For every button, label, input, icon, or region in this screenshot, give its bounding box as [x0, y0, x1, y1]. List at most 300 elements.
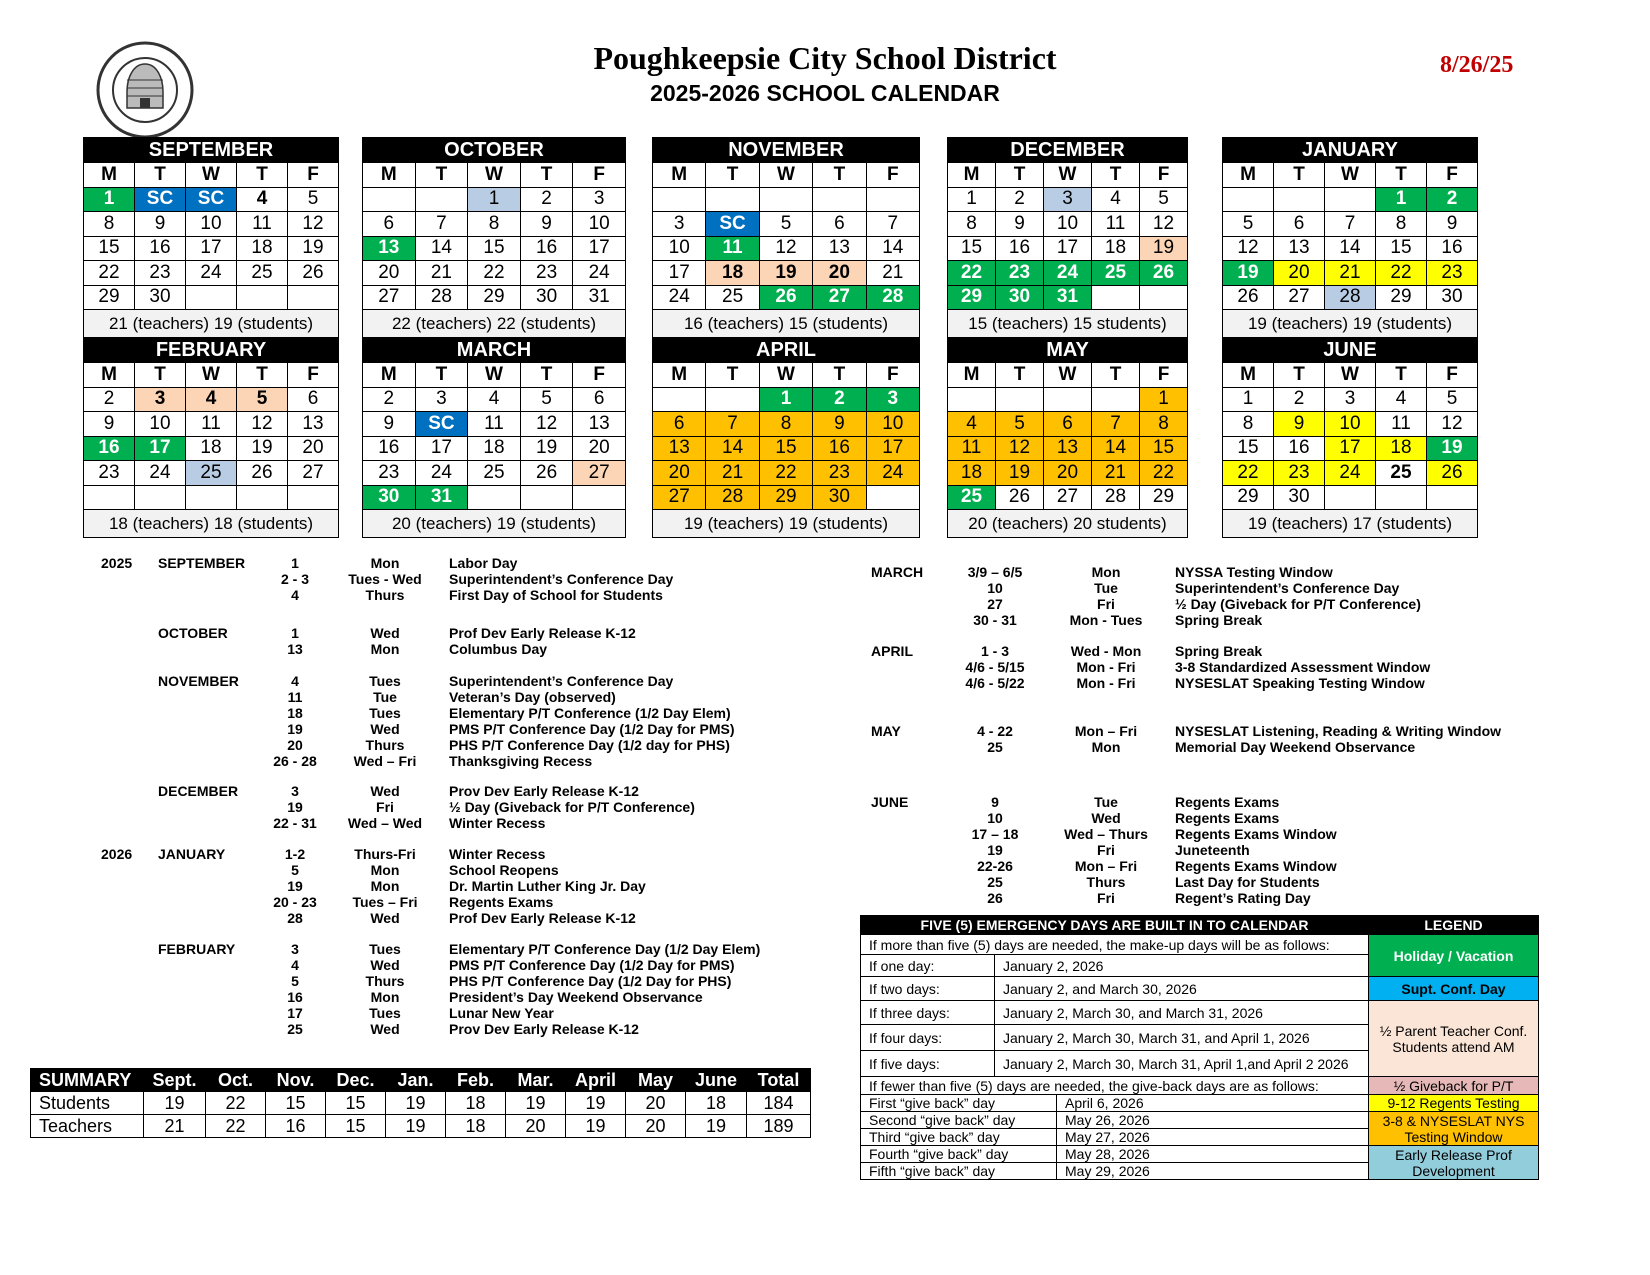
day-cell: 9	[996, 212, 1044, 237]
month-name: OCTOBER	[363, 138, 626, 163]
event-month: JANUARY	[158, 846, 226, 862]
makeup-label: If one day:	[861, 955, 995, 977]
day-cell: SC	[186, 187, 237, 212]
day-cell: 10	[1044, 212, 1092, 237]
day-cell: 17	[415, 436, 468, 461]
weekday-label: F	[288, 363, 339, 388]
event-desc: Juneteenth	[1175, 842, 1250, 858]
weekday-label: M	[1223, 363, 1274, 388]
day-cell: 7	[1092, 412, 1140, 437]
day-cell: 19	[520, 436, 573, 461]
summary-cell: 18	[446, 1092, 506, 1115]
day-cell: 23	[135, 261, 186, 286]
day-cell: 29	[468, 285, 521, 310]
day-cell: 8	[1223, 412, 1274, 437]
day-cell: 30	[135, 285, 186, 310]
giveback-value: April 6, 2026	[1057, 1095, 1369, 1112]
day-cell: 3	[1044, 187, 1092, 212]
month-day-count: 15 (teachers) 15 students)	[948, 310, 1188, 338]
day-cell: 20	[653, 461, 706, 486]
day-cell: 27	[813, 285, 866, 310]
day-cell: 3	[573, 187, 626, 212]
summary-table	[30, 1068, 811, 1138]
weekday-label: M	[84, 363, 135, 388]
day-cell: 13	[1044, 436, 1092, 461]
day-cell: 1	[1376, 187, 1427, 212]
day-cell: 25	[186, 461, 237, 486]
day-cell: 25	[948, 485, 996, 510]
event-month: APRIL	[871, 643, 913, 659]
legend-title: LEGEND	[1369, 916, 1539, 935]
day-cell: 27	[363, 285, 416, 310]
summary-header-cell: Dec.	[326, 1069, 386, 1092]
day-cell: 16	[813, 436, 866, 461]
day-cell: 5	[1140, 187, 1188, 212]
legend-early-release: Early Release Prof Development	[1369, 1146, 1539, 1180]
day-cell: 4	[948, 412, 996, 437]
day-cell: 15	[1140, 436, 1188, 461]
event-day: Thurs	[1086, 874, 1126, 890]
summary-cell: 15	[266, 1092, 326, 1115]
event-desc: Prov Dev Early Release K-12	[449, 783, 639, 799]
event-day: Wed – Wed	[347, 815, 423, 831]
day-cell	[706, 187, 759, 212]
event-date: 25	[987, 874, 1003, 890]
day-cell: 18	[186, 436, 237, 461]
weekday-label: F	[1427, 163, 1478, 188]
day-cell	[186, 485, 237, 510]
day-cell: SC	[415, 412, 468, 437]
day-cell: 13	[653, 436, 706, 461]
day-cell: 24	[573, 261, 626, 286]
day-cell: 6	[1044, 412, 1092, 437]
day-cell: 21	[1325, 261, 1376, 286]
giveback-value: May 29, 2026	[1057, 1163, 1369, 1180]
day-cell: 23	[813, 461, 866, 486]
day-cell: 10	[186, 212, 237, 237]
day-cell: 6	[813, 212, 866, 237]
summary-header-cell: Nov.	[266, 1069, 326, 1092]
month-name: FEBRUARY	[84, 338, 339, 363]
day-cell: 26	[1140, 261, 1188, 286]
day-cell: 8	[468, 212, 521, 237]
event-day: Thurs	[365, 587, 405, 603]
legend-testing: 3-8 & NYSESLAT NYS Testing Window	[1369, 1112, 1539, 1146]
event-date: 10	[987, 580, 1003, 596]
day-cell: 4	[468, 387, 521, 412]
event-month: SEPTEMBER	[158, 555, 246, 571]
weekday-label: T	[135, 163, 186, 188]
summary-header-cell: Feb.	[446, 1069, 506, 1092]
weekday-label: T	[520, 163, 573, 188]
event-day: Mon	[370, 878, 400, 894]
day-cell: 26	[759, 285, 812, 310]
weekday-label: T	[996, 163, 1044, 188]
summary-cell: 15	[326, 1115, 386, 1138]
summary-header-cell: June	[686, 1069, 747, 1092]
event-day: Fri	[1097, 842, 1115, 858]
event-desc: Prof Dev Early Release K-12	[449, 910, 636, 926]
month-day-count: 19 (teachers) 19 (students)	[1223, 310, 1478, 338]
day-cell: 14	[1092, 436, 1140, 461]
day-cell: 10	[653, 236, 706, 261]
legend-supt: Supt. Conf. Day	[1369, 977, 1539, 1001]
day-cell: 30	[813, 485, 866, 510]
event-date: 26	[987, 890, 1003, 906]
month-day-count: 19 (teachers) 19 (students)	[653, 510, 920, 538]
event-day: Wed - Mon	[1070, 643, 1142, 659]
weekday-label: M	[363, 363, 416, 388]
month-february	[83, 337, 339, 538]
day-cell: 5	[237, 387, 288, 412]
event-date: 4 - 22	[977, 723, 1013, 739]
weekday-label: W	[1044, 163, 1092, 188]
month-day-count: 19 (teachers) 17 (students)	[1223, 510, 1478, 538]
month-day-count: 18 (teachers) 18 (students)	[84, 510, 339, 538]
event-day: Fri	[1097, 890, 1115, 906]
day-cell: 21	[1092, 461, 1140, 486]
day-cell: 29	[1223, 485, 1274, 510]
event-day: Mon - Fri	[1076, 675, 1136, 691]
event-date: 25	[987, 739, 1003, 755]
summary-header-cell: Total	[747, 1069, 811, 1092]
month-day-count: 16 (teachers) 15 (students)	[653, 310, 920, 338]
day-cell: 29	[948, 285, 996, 310]
day-cell: 16	[1274, 436, 1325, 461]
event-year: 2025	[101, 555, 133, 571]
day-cell	[288, 485, 339, 510]
event-day: Thurs-Fri	[354, 846, 416, 862]
day-cell: 30	[1274, 485, 1325, 510]
day-cell	[1325, 187, 1376, 212]
event-day: Tues	[369, 705, 401, 721]
day-cell: 26	[996, 485, 1044, 510]
event-date: 20	[287, 737, 303, 753]
day-cell: 23	[84, 461, 135, 486]
summary-cell: 22	[206, 1092, 266, 1115]
weekday-label: M	[84, 163, 135, 188]
event-date: 19	[987, 842, 1003, 858]
summary-cell: 19	[566, 1092, 626, 1115]
day-cell	[1274, 187, 1325, 212]
day-cell: 10	[1325, 412, 1376, 437]
giveback-value: May 26, 2026	[1057, 1112, 1369, 1129]
day-cell: 22	[1223, 461, 1274, 486]
day-cell: 26	[288, 261, 339, 286]
day-cell: 2	[996, 187, 1044, 212]
event-day: Mon	[1091, 564, 1121, 580]
weekday-label: T	[996, 363, 1044, 388]
summary-cell: 20	[626, 1115, 686, 1138]
day-cell: 1	[1140, 387, 1188, 412]
event-date: 28	[287, 910, 303, 926]
day-cell: 3	[653, 212, 706, 237]
day-cell: 8	[948, 212, 996, 237]
giveback-label: Fifth “give back” day	[861, 1163, 1057, 1180]
summary-cell: 16	[266, 1115, 326, 1138]
day-cell: 2	[813, 387, 866, 412]
day-cell: 18	[948, 461, 996, 486]
day-cell	[1325, 485, 1376, 510]
weekday-label: F	[866, 363, 919, 388]
day-cell: 9	[1274, 412, 1325, 437]
weekday-label: T	[706, 163, 759, 188]
event-date: 3/9 – 6/5	[967, 564, 1023, 580]
day-cell	[813, 187, 866, 212]
day-cell: 12	[996, 436, 1044, 461]
event-desc: PHS P/T Conference Day (1/2 day for PHS)	[449, 737, 730, 753]
event-date: 19	[287, 878, 303, 894]
event-date: 19	[287, 799, 303, 815]
day-cell: 24	[415, 461, 468, 486]
weekday-label: W	[468, 163, 521, 188]
day-cell: 17	[186, 236, 237, 261]
event-desc: Regents Exams Window	[1175, 858, 1337, 874]
weekday-label: T	[1376, 163, 1427, 188]
emergency-days-table	[860, 915, 1539, 1180]
day-cell: 5	[996, 412, 1044, 437]
weekday-label: M	[363, 163, 416, 188]
event-desc: Superintendent’s Conference Day	[449, 571, 674, 587]
day-cell: 31	[573, 285, 626, 310]
event-day: Fri	[1097, 596, 1115, 612]
weekday-label: F	[1140, 163, 1188, 188]
day-cell: 20	[1044, 461, 1092, 486]
day-cell: 18	[706, 261, 759, 286]
weekday-label: M	[948, 163, 996, 188]
summary-cell: 20	[626, 1092, 686, 1115]
day-cell: 6	[288, 387, 339, 412]
event-date: 1 - 3	[980, 643, 1009, 659]
event-day: Wed – Fri	[353, 753, 417, 769]
event-desc: First Day of School for Students	[449, 587, 663, 603]
event-desc: School Reopens	[449, 862, 559, 878]
event-desc: Regents Exams	[1175, 794, 1280, 810]
summary-cell: 19	[506, 1092, 566, 1115]
day-cell: 28	[706, 485, 759, 510]
event-day: Wed	[1091, 810, 1121, 826]
emergency-title: FIVE (5) EMERGENCY DAYS ARE BUILT IN TO CALENDAR	[861, 916, 1369, 935]
event-date: 26 - 28	[273, 753, 317, 769]
weekday-label: T	[237, 163, 288, 188]
month-june	[1222, 337, 1478, 538]
day-cell: 11	[237, 212, 288, 237]
event-date: 17	[287, 1005, 303, 1021]
day-cell: 12	[237, 412, 288, 437]
day-cell: 4	[1376, 387, 1427, 412]
day-cell	[1092, 387, 1140, 412]
event-day: Wed	[370, 957, 400, 973]
day-cell: 1	[84, 187, 135, 212]
summary-cell: Students	[31, 1092, 144, 1115]
day-cell: 19	[1223, 261, 1274, 286]
event-desc: NYSSA Testing Window	[1175, 564, 1333, 580]
day-cell: 15	[468, 236, 521, 261]
giveback-value: May 28, 2026	[1057, 1146, 1369, 1163]
day-cell: 15	[1376, 236, 1427, 261]
day-cell: 25	[706, 285, 759, 310]
event-day: Mon	[370, 641, 400, 657]
day-cell: 8	[1140, 412, 1188, 437]
day-cell	[653, 187, 706, 212]
summary-cell: Teachers	[31, 1115, 144, 1138]
event-month: MARCH	[871, 564, 924, 580]
event-month: DECEMBER	[158, 783, 239, 799]
event-date: 4	[291, 957, 299, 973]
weekday-label: T	[706, 363, 759, 388]
summary-cell: 19	[566, 1115, 626, 1138]
event-day: Wed	[370, 783, 400, 799]
day-cell: 17	[1325, 436, 1376, 461]
makeup-label: If two days:	[861, 977, 995, 1001]
day-cell: 13	[363, 236, 416, 261]
day-cell: 30	[996, 285, 1044, 310]
day-cell: 10	[866, 412, 919, 437]
day-cell: 28	[415, 285, 468, 310]
summary-cell: 22	[206, 1115, 266, 1138]
weekday-label: F	[573, 163, 626, 188]
event-date: 25	[287, 1021, 303, 1037]
event-day: Tue	[373, 689, 397, 705]
event-date: 4	[291, 673, 299, 689]
day-cell: 18	[1092, 236, 1140, 261]
makeup-intro: If more than five (5) days are needed, the make-up days will be as follows:	[861, 935, 1369, 955]
day-cell: 1	[468, 187, 521, 212]
event-day: Fri	[376, 799, 394, 815]
event-desc: Regent’s Rating Day	[1175, 890, 1311, 906]
day-cell: 11	[948, 436, 996, 461]
day-cell: 2	[84, 387, 135, 412]
weekday-label: T	[1092, 363, 1140, 388]
month-january	[1222, 137, 1478, 338]
event-desc: 3-8 Standardized Assessment Window	[1175, 659, 1431, 675]
weekday-label: F	[573, 363, 626, 388]
summary-cell: 18	[686, 1092, 747, 1115]
day-cell: 11	[1376, 412, 1427, 437]
summary-cell: 19	[386, 1115, 446, 1138]
day-cell	[237, 285, 288, 310]
weekday-label: T	[520, 363, 573, 388]
legend-ptconf: ½ Parent Teacher Conf. Students attend AM	[1369, 1001, 1539, 1077]
day-cell: 4	[186, 387, 237, 412]
day-cell: 25	[468, 461, 521, 486]
revision-date: 8/26/25	[1440, 52, 1514, 78]
weekday-label: F	[1427, 363, 1478, 388]
day-cell: 16	[84, 436, 135, 461]
event-day: Wed	[370, 721, 400, 737]
weekday-label: W	[759, 163, 812, 188]
day-cell: 12	[759, 236, 812, 261]
day-cell: 20	[1274, 261, 1325, 286]
summary-header-cell: SUMMARY	[31, 1069, 144, 1092]
month-may	[947, 337, 1188, 538]
day-cell: 5	[520, 387, 573, 412]
event-desc: Regents Exams	[449, 894, 554, 910]
day-cell: 18	[468, 436, 521, 461]
event-year: 2026	[101, 846, 133, 862]
month-december	[947, 137, 1188, 338]
event-date: 22-26	[977, 858, 1013, 874]
page-title: Poughkeepsie City School District	[593, 40, 1057, 76]
weekday-label: M	[653, 163, 706, 188]
day-cell: 6	[1274, 212, 1325, 237]
day-cell: 16	[996, 236, 1044, 261]
day-cell: 11	[1092, 212, 1140, 237]
event-desc: Lunar New Year	[449, 1005, 554, 1021]
day-cell: 14	[1325, 236, 1376, 261]
makeup-label: If five days:	[861, 1051, 995, 1077]
month-name: MAY	[948, 338, 1188, 363]
day-cell: 23	[520, 261, 573, 286]
day-cell	[573, 485, 626, 510]
event-day: Tues - Wed	[348, 571, 422, 587]
event-desc: Labor Day	[449, 555, 518, 571]
event-day: Mon	[370, 555, 400, 571]
event-day: Tues – Fri	[352, 894, 418, 910]
day-cell: 8	[759, 412, 812, 437]
event-day: Tue	[1094, 794, 1118, 810]
weekday-label: M	[948, 363, 996, 388]
weekday-label: T	[1092, 163, 1140, 188]
summary-cell: 189	[747, 1115, 811, 1138]
day-cell: 13	[573, 412, 626, 437]
day-cell	[653, 387, 706, 412]
day-cell: 21	[415, 261, 468, 286]
weekday-label: T	[1376, 363, 1427, 388]
day-cell: 20	[573, 436, 626, 461]
day-cell: 8	[1376, 212, 1427, 237]
day-cell: 17	[573, 236, 626, 261]
day-cell: 12	[288, 212, 339, 237]
month-name: JUNE	[1223, 338, 1478, 363]
event-date: 3	[291, 941, 299, 957]
day-cell: 17	[1044, 236, 1092, 261]
day-cell: 3	[415, 387, 468, 412]
weekday-label: W	[1325, 163, 1376, 188]
day-cell	[1427, 485, 1478, 510]
day-cell: 29	[759, 485, 812, 510]
summary-header-cell: Sept.	[144, 1069, 206, 1092]
weekday-label: T	[813, 163, 866, 188]
event-desc: ½ Day (Giveback for P/T Conference)	[1175, 596, 1421, 612]
event-date: 4/6 - 5/22	[965, 675, 1025, 691]
day-cell: 3	[1325, 387, 1376, 412]
summary-cell: 19	[386, 1092, 446, 1115]
event-date: 9	[991, 794, 999, 810]
day-cell: 18	[1376, 436, 1427, 461]
day-cell: 6	[573, 387, 626, 412]
day-cell	[1092, 285, 1140, 310]
day-cell: 19	[1427, 436, 1478, 461]
day-cell: 4	[237, 187, 288, 212]
event-date: 1-2	[284, 846, 306, 862]
event-day: Mon - Fri	[1076, 659, 1136, 675]
day-cell	[186, 285, 237, 310]
summary-header-cell: May	[626, 1069, 686, 1092]
event-desc: NYSESLAT Speaking Testing Window	[1175, 675, 1425, 691]
event-desc: ½ Day (Giveback for P/T Conference)	[449, 799, 695, 815]
weekday-label: T	[813, 363, 866, 388]
day-cell: 19	[1140, 236, 1188, 261]
weekday-label: T	[135, 363, 186, 388]
summary-header-cell: April	[566, 1069, 626, 1092]
event-day: Wed	[370, 625, 400, 641]
day-cell: 15	[948, 236, 996, 261]
giveback-label: Fourth “give back” day	[861, 1146, 1057, 1163]
day-cell: 26	[1427, 461, 1478, 486]
day-cell	[759, 187, 812, 212]
event-desc: PHS P/T Conference Day (1/2 Day for PHS)	[449, 973, 732, 989]
